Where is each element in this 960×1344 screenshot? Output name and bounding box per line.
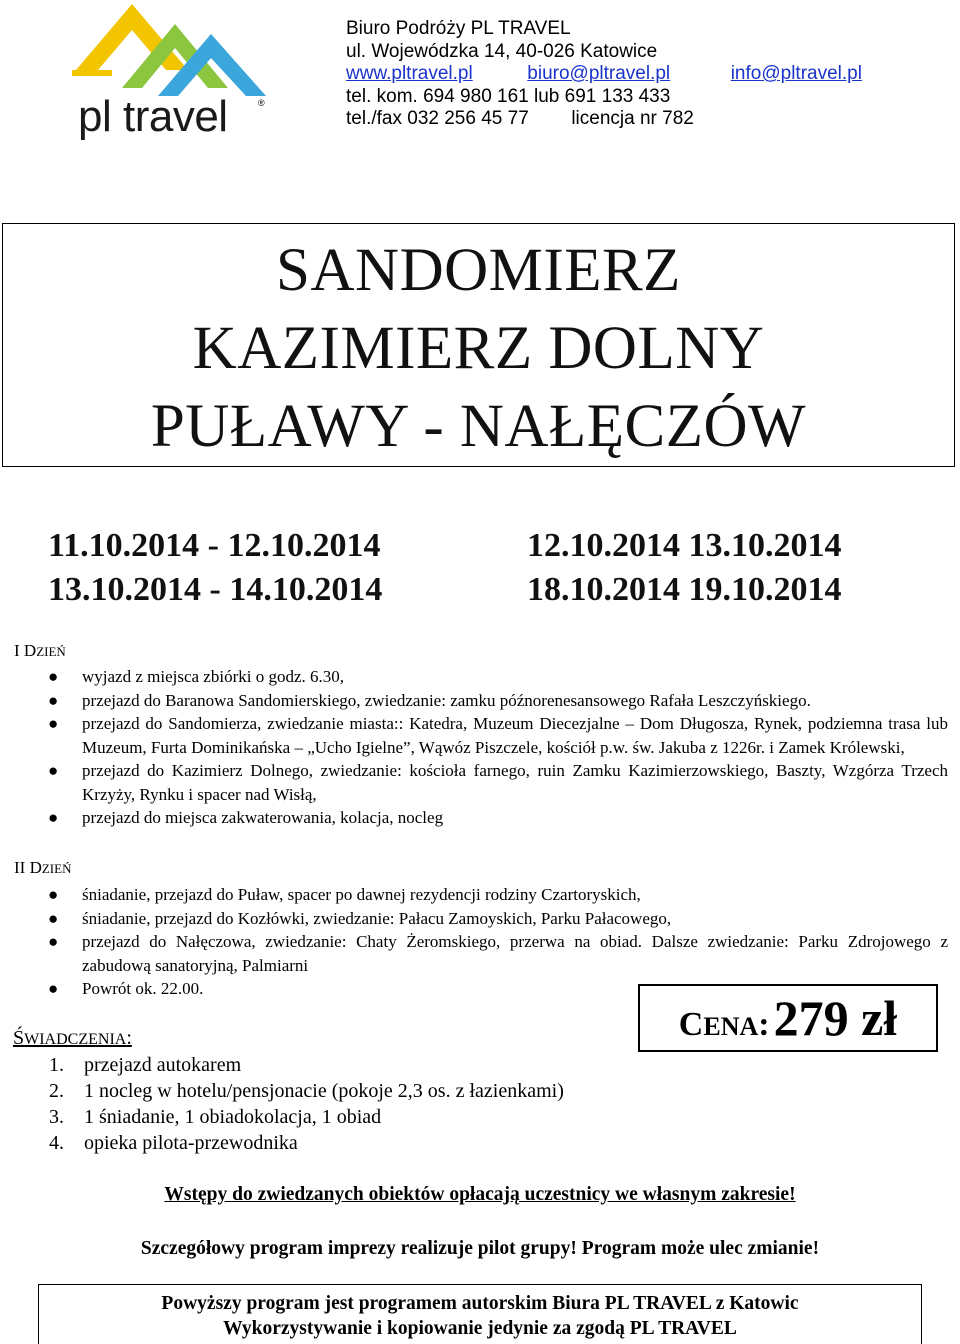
title-line-1: SANDOMIERZ — [276, 237, 681, 304]
price-label: CENA: — [678, 1006, 770, 1043]
bullet-icon: ● — [48, 932, 59, 951]
program-note: Szczegółowy program imprezy realizuje pilot grupy! Program może ulec zmianie! — [140, 1238, 820, 1259]
title-line-3: PUŁAWY - NAŁĘCZÓW — [150, 393, 807, 460]
entry-fee-note: Wstępy do zwiedzanych obiektów opłacają uczestnicy we własnym zakresie! — [164, 1184, 796, 1205]
copyright-box — [38, 1284, 922, 1344]
date-range-3: 13.10.2014 - 14.10.2014 — [48, 571, 383, 608]
bullet-icon: ● — [48, 690, 59, 710]
list-item: 3. 1 śniadanie, 1 obiadokolacja, 1 obiad — [49, 1106, 382, 1128]
fax-number: tel./fax 032 256 45 77 — [346, 108, 529, 129]
logo-text: pl travel — [78, 92, 228, 141]
list-item: 1. przejazd autokarem — [49, 1054, 242, 1076]
contact-block — [346, 18, 862, 131]
company-address: ul. Wojewódzka 14, 40-026 Katowice — [346, 40, 658, 62]
price-value: 279 zł — [773, 990, 898, 1046]
services-heading: ŚWIADCZENIA: — [13, 1027, 132, 1049]
company-logo — [70, 4, 280, 146]
list-item: ● śniadanie, przejazd do Puław, spacer po dawnej rezydencji rodziny Czartoryskich, — [82, 883, 948, 907]
copyright-line-2: Wykorzystywanie i kopiowanie jedynie za zgodą PL TRAVEL — [223, 1318, 737, 1339]
contact-links — [346, 63, 862, 86]
registered-icon: ® — [258, 98, 265, 108]
day-2-heading: II DZIEŃ — [14, 858, 72, 877]
bullet-icon: ● — [48, 808, 59, 827]
date-range-1: 11.10.2014 - 12.10.2014 — [48, 527, 381, 564]
phone-number: tel. kom. 694 980 161 lub 691 133 433 — [346, 85, 671, 107]
bullet-icon: ● — [48, 979, 59, 998]
date-range-4: 18.10.2014 19.10.2014 — [527, 571, 842, 608]
list-item: ● śniadanie, przejazd do Kozłówki, zwiedzanie: Pałacu Zamoyskich, Parku Pałacowego, — [82, 907, 948, 931]
list-item: ● przejazd do Nałęczowa, zwiedzanie: Chaty Żeromskiego, przerwa na obiad. Dalsze zwiedzanie: Parku Zdrojowego z zabudową sanatoryjną, Palmiarni — [48, 932, 948, 975]
bullet-icon: ● — [48, 908, 59, 928]
list-item: ● przejazd do Sandomierza, zwiedzanie miasta:: Katedra, Muzeum Diecezjalne – Dom Długosza, Rynek, podziemna trasa lub Muzeum, Furta Dominikańska – „Ucho Igielne”, Wąwóz Piszczele, kościół p.w. św. Jakuba z 1226r. i Zamek Królewski, — [48, 714, 948, 757]
date-range-2: 12.10.2014 13.10.2014 — [527, 527, 842, 564]
bullet-icon: ● — [48, 667, 59, 686]
license-number: licencja nr 782 — [571, 108, 694, 129]
trip-title-box — [2, 223, 955, 467]
fax-license-row — [346, 108, 862, 131]
price-box — [638, 984, 938, 1052]
list-item: ● Powrót ok. 22.00. — [82, 977, 948, 1001]
list-item: ● przejazd do miejsca zakwaterowania, kolacja, nocleg — [82, 806, 948, 830]
copyright-line-1: Powyższy program jest programem autorskim Biura PL TRAVEL z Katowic — [161, 1293, 799, 1314]
day-2-list — [48, 883, 948, 1001]
day-1-list — [48, 665, 948, 830]
bullet-icon: ● — [48, 761, 59, 780]
bullet-icon: ● — [48, 714, 59, 733]
list-item: ● przejazd do Kazimierz Dolnego, zwiedzanie: kościoła farnego, ruin Zamku Kazimierzowskiego, Baszty, Wzgórza Trzech Krzyży, Rynku i spacer nad Wisłą, — [48, 761, 948, 804]
list-item: ● przejazd do Baranowa Sandomierskiego, zwiedzanie: zamku późnorenesansowego Rafała Leszczyńskiego. — [82, 689, 948, 713]
email-link-info[interactable]: info@pltravel.pl — [730, 63, 862, 84]
bullet-icon: ● — [48, 885, 59, 904]
day-1-heading: I DZIEŃ — [14, 641, 66, 660]
list-item: ● wyjazd z miejsca zbiórki o godz. 6.30, — [82, 665, 948, 689]
services-list — [49, 1052, 564, 1156]
title-line-2: KAZIMIERZ DOLNY — [192, 315, 765, 382]
website-link[interactable]: www.pltravel.pl — [346, 63, 473, 84]
list-item: 2. 1 nocleg w hotelu/pensjonacie (pokoje 2,3 os. z łazienkami) — [49, 1080, 564, 1102]
email-link-biuro[interactable]: biuro@pltravel.pl — [527, 63, 671, 84]
company-name: Biuro Podróży PL TRAVEL — [346, 18, 571, 39]
list-item: 4. opieka pilota-przewodnika — [49, 1132, 298, 1154]
